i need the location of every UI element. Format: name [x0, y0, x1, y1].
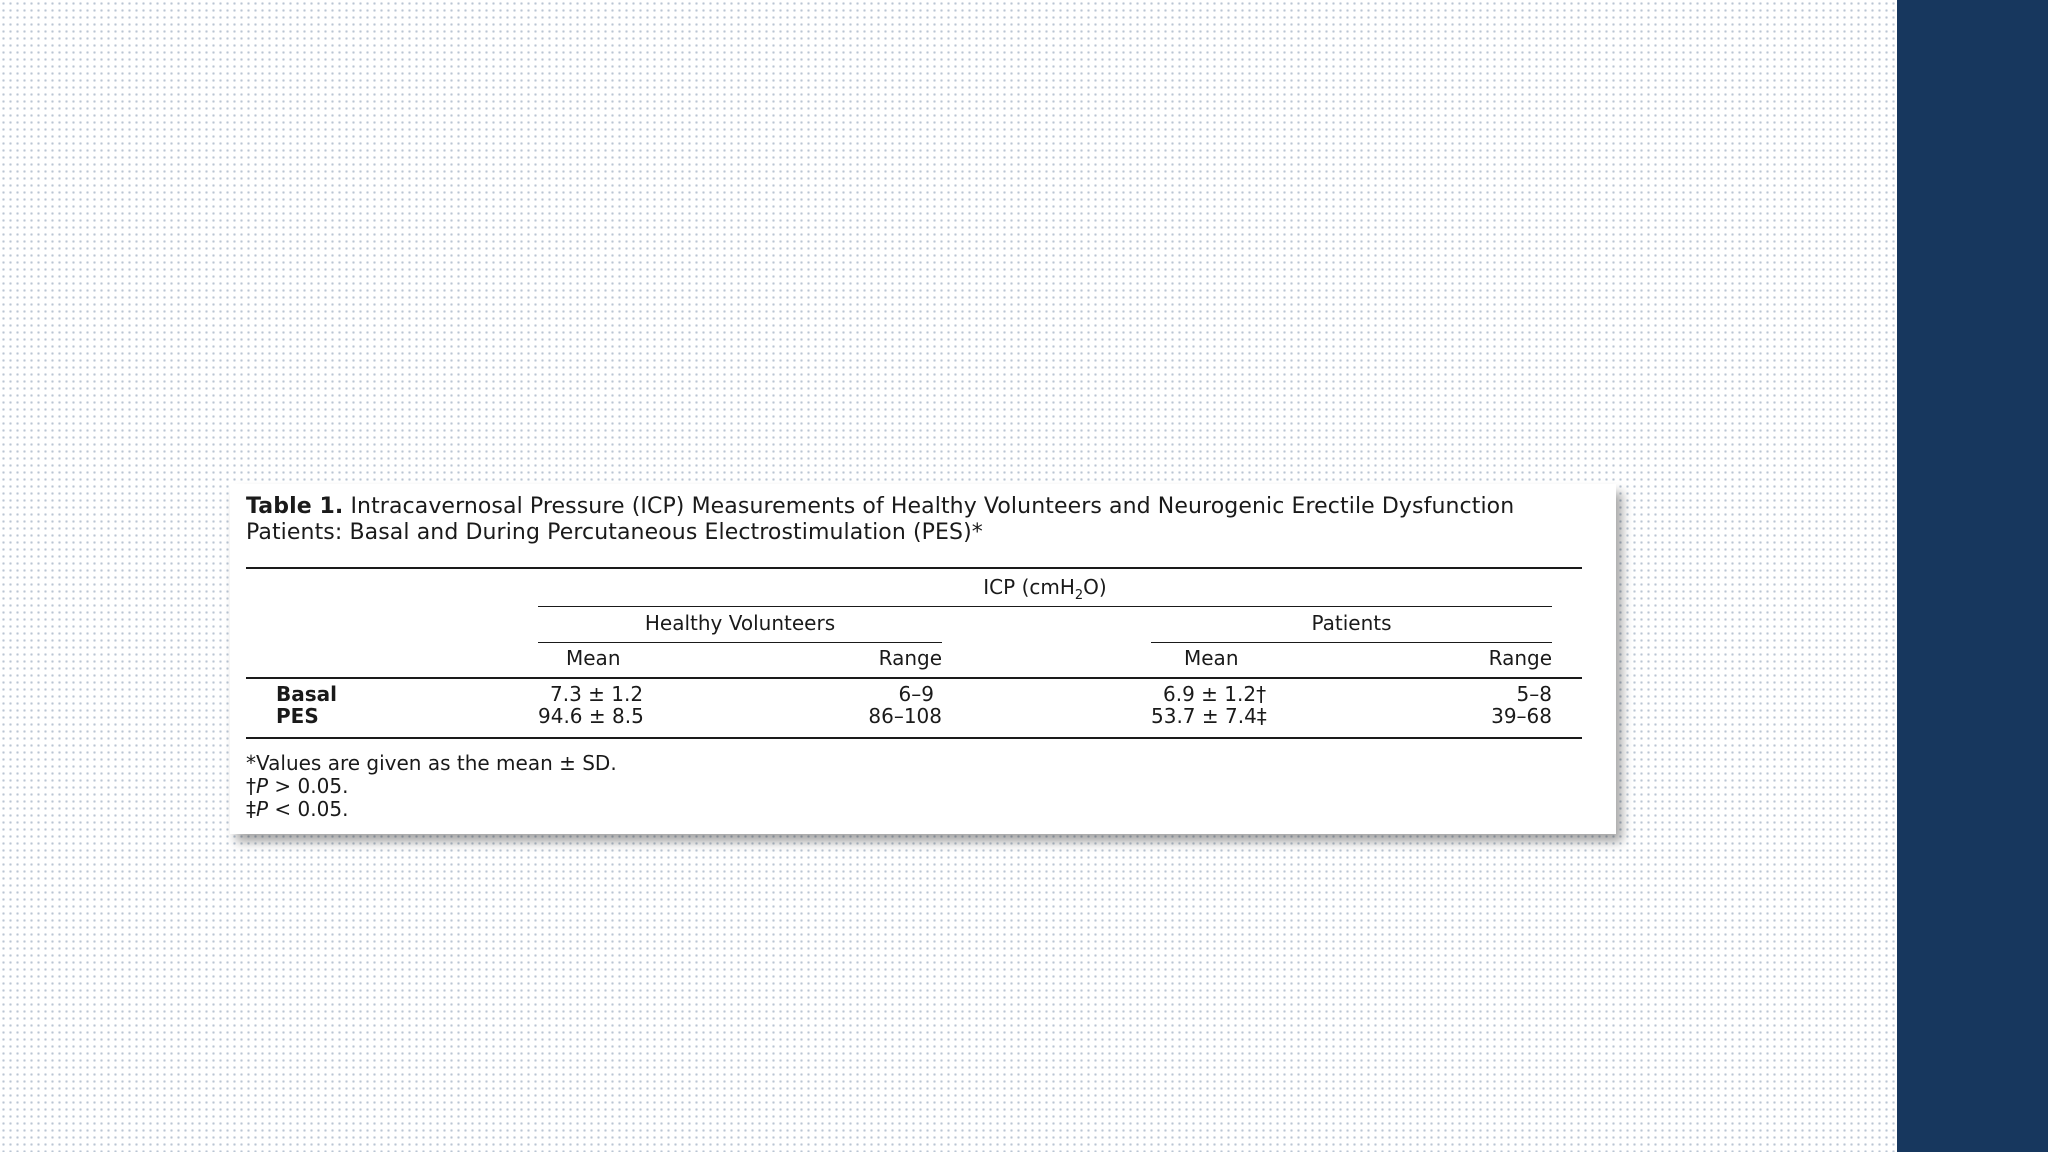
bottom-rule — [246, 737, 1582, 739]
subgroup-header-patients: Patients — [1311, 611, 1392, 635]
table-caption-title-line2: Patients: Basal and During Percutaneous Electrostimulation (PES)* — [246, 520, 983, 545]
header-bottom-rule — [246, 677, 1582, 679]
footnote-double-dagger: ‡P < 0.05. — [246, 797, 349, 821]
cell-pes-pt-mean: 53.7 ± 7.4‡ — [1151, 704, 1267, 728]
footnote-dagger: †P > 0.05. — [246, 774, 349, 798]
group-header-icp: ICP (cmH$_2$O) — [983, 575, 1107, 603]
table-caption-label: Table 1. — [246, 494, 344, 519]
patients-rule — [1151, 642, 1552, 643]
row-label-basal: Basal — [276, 682, 337, 706]
column-header-hv-mean: Mean — [566, 646, 621, 670]
group-header-rule — [538, 606, 1552, 607]
footnote-values: *Values are given as the mean ± SD. — [246, 751, 617, 775]
cell-pes-hv-mean: 94.6 ± 8.5 — [538, 704, 644, 728]
subgroup-header-healthy-volunteers: Healthy Volunteers — [644, 611, 836, 635]
column-header-hv-range: Range — [878, 646, 942, 670]
cell-basal-hv-range: 6–9 — [898, 682, 934, 706]
table-image-card — [230, 484, 1616, 834]
cell-basal-pt-mean: 6.9 ± 1.2† — [1163, 682, 1267, 706]
row-label-pes: PES — [276, 704, 319, 728]
cell-basal-pt-range: 5–8 — [1516, 682, 1552, 706]
decorative-side-band — [1897, 0, 2048, 1152]
column-header-pt-range: Range — [1488, 646, 1552, 670]
table-caption-title-line1: Intracavernosal Pressure (ICP) Measurements of Healthy Volunteers and Neurogenic Erectile Dysfunction — [350, 494, 1515, 519]
cell-pes-pt-range: 39–68 — [1491, 704, 1552, 728]
column-header-pt-mean: Mean — [1184, 646, 1239, 670]
table-caption — [246, 494, 1582, 546]
cell-pes-hv-range: 86–108 — [868, 704, 942, 728]
cell-basal-hv-mean: 7.3 ± 1.2 — [550, 682, 644, 706]
top-rule — [246, 567, 1582, 569]
healthy-volunteers-rule — [538, 642, 942, 643]
